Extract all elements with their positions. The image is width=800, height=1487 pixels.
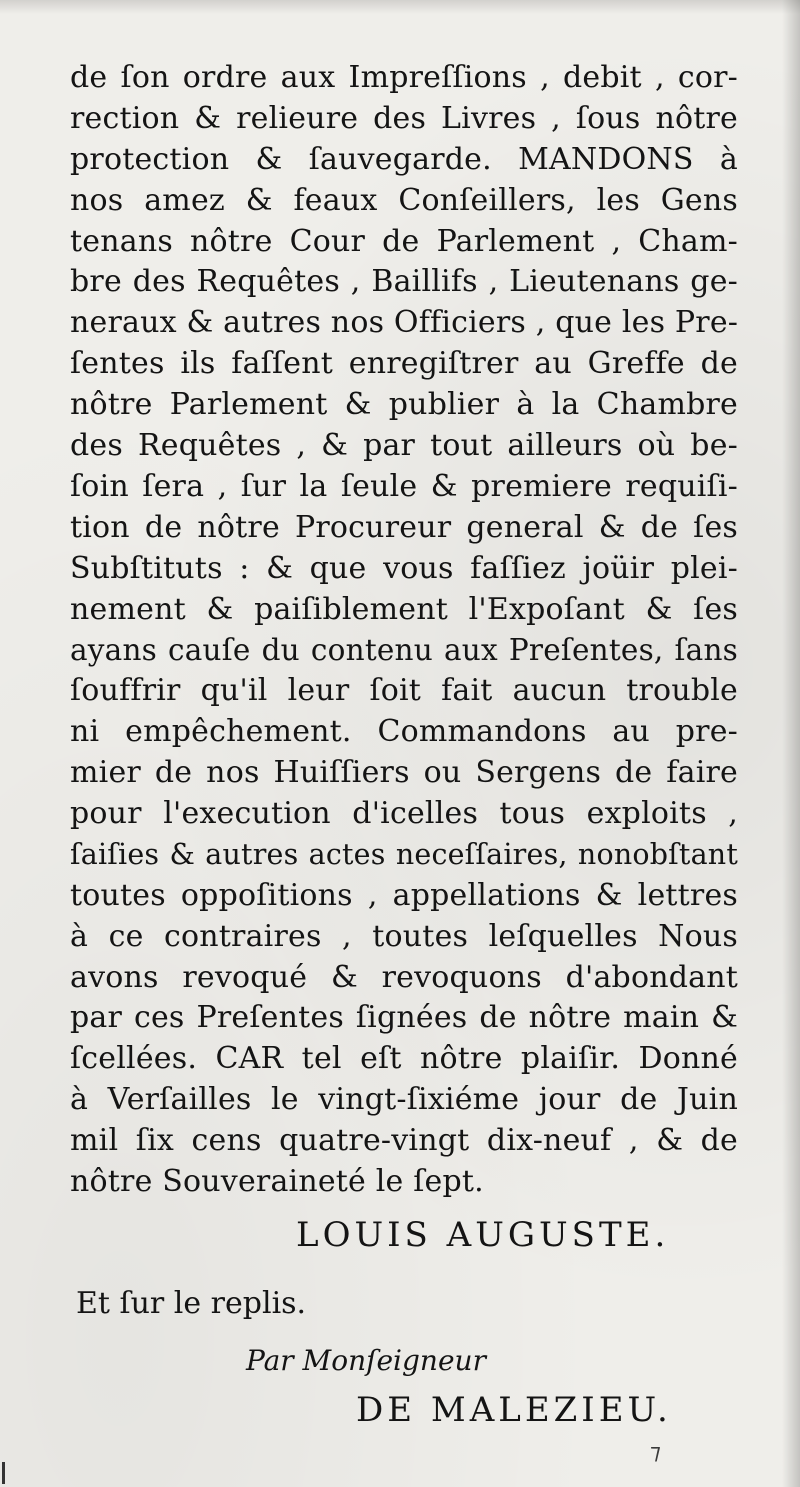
text-line: Subſtituts : & que vous faſſiez joüir plei- (70, 550, 738, 586)
scan-shadow-top (0, 0, 800, 14)
text-line: nôtre Souveraineté le ſept. (70, 1164, 484, 1200)
text-line: ſouffrir qu'il leur ſoit fait aucun trouble (70, 673, 738, 709)
text-line: toutes oppoſitions , appellations & lettres (70, 877, 738, 913)
text-line: ni empêchement. Commandons au pre- (70, 714, 738, 750)
text-line: neraux & autres nos Officiers , que les Pre- (70, 305, 739, 341)
text-line: ſaiſies & autres actes neceſſaires, nonobſtant (70, 837, 738, 871)
countersignature: DE MALEZIEU. (356, 1390, 672, 1430)
text-line: nôtre Parlement & publier à la Chambre (70, 387, 738, 423)
text-line: à Verſailles le vingt-ſixiéme jour de Juin (70, 1082, 738, 1118)
text-line: nement & paiſiblement l'Expoſant & ſes (70, 591, 738, 627)
text-line: ſentes ils faſſent enregiſtrer au Greffe de (70, 346, 738, 382)
text-line: avons revoqué & revoquons d'abondant (70, 959, 738, 995)
text-line: des Requêtes , & par tout ailleurs où be- (70, 428, 738, 464)
par-monseigneur: Par Monſeigneur (246, 1344, 486, 1377)
text-line: protection & ſauvegarde. MANDONS à (70, 141, 738, 177)
margin-mark (2, 1462, 5, 1484)
scan-shadow-right (782, 0, 800, 1487)
text-line: pour l'execution d'icelles tous exploits , (70, 796, 738, 832)
text-line: de ſon ordre aux Impreſſions , debit , cor- (70, 60, 738, 95)
text-line: tion de nôtre Procureur general & de ſes (70, 509, 738, 545)
text-line: ſcellées. CAR tel eſt nôtre plaiſir. Donné (70, 1041, 738, 1077)
text-line: à ce contraires , toutes leſquelles Nous (70, 918, 738, 954)
body-paragraph (70, 58, 738, 1203)
text-line: ayans cauſe du contenu aux Preſentes, ſans (70, 633, 738, 668)
text-line: bre des Requêtes , Baillifs , Lieutenans ge- (70, 264, 738, 300)
text-line: tenans nôtre Cour de Parlement , Cham- (70, 223, 738, 259)
replis-note: Et ſur le replis. (76, 1286, 307, 1321)
text-line: nos amez & feaux Conſeillers, les Gens (70, 182, 738, 218)
ink-mark: ⁊ (650, 1440, 661, 1465)
text-line: ſoin ſera , ſur la ſeule & premiere requiſi- (70, 468, 738, 504)
text-line: rection & relieure des Livres , ſous nôtre (70, 100, 738, 136)
text-line: mil ſix cens quatre-vingt dix-neuf , & de (70, 1123, 738, 1159)
royal-signature: LOUIS AUGUSTE. (296, 1215, 670, 1255)
text-line: par ces Preſentes ſignées de nôtre main & (70, 1000, 738, 1036)
text-line: mier de nos Huiſſiers ou Sergens de faire (70, 755, 738, 791)
